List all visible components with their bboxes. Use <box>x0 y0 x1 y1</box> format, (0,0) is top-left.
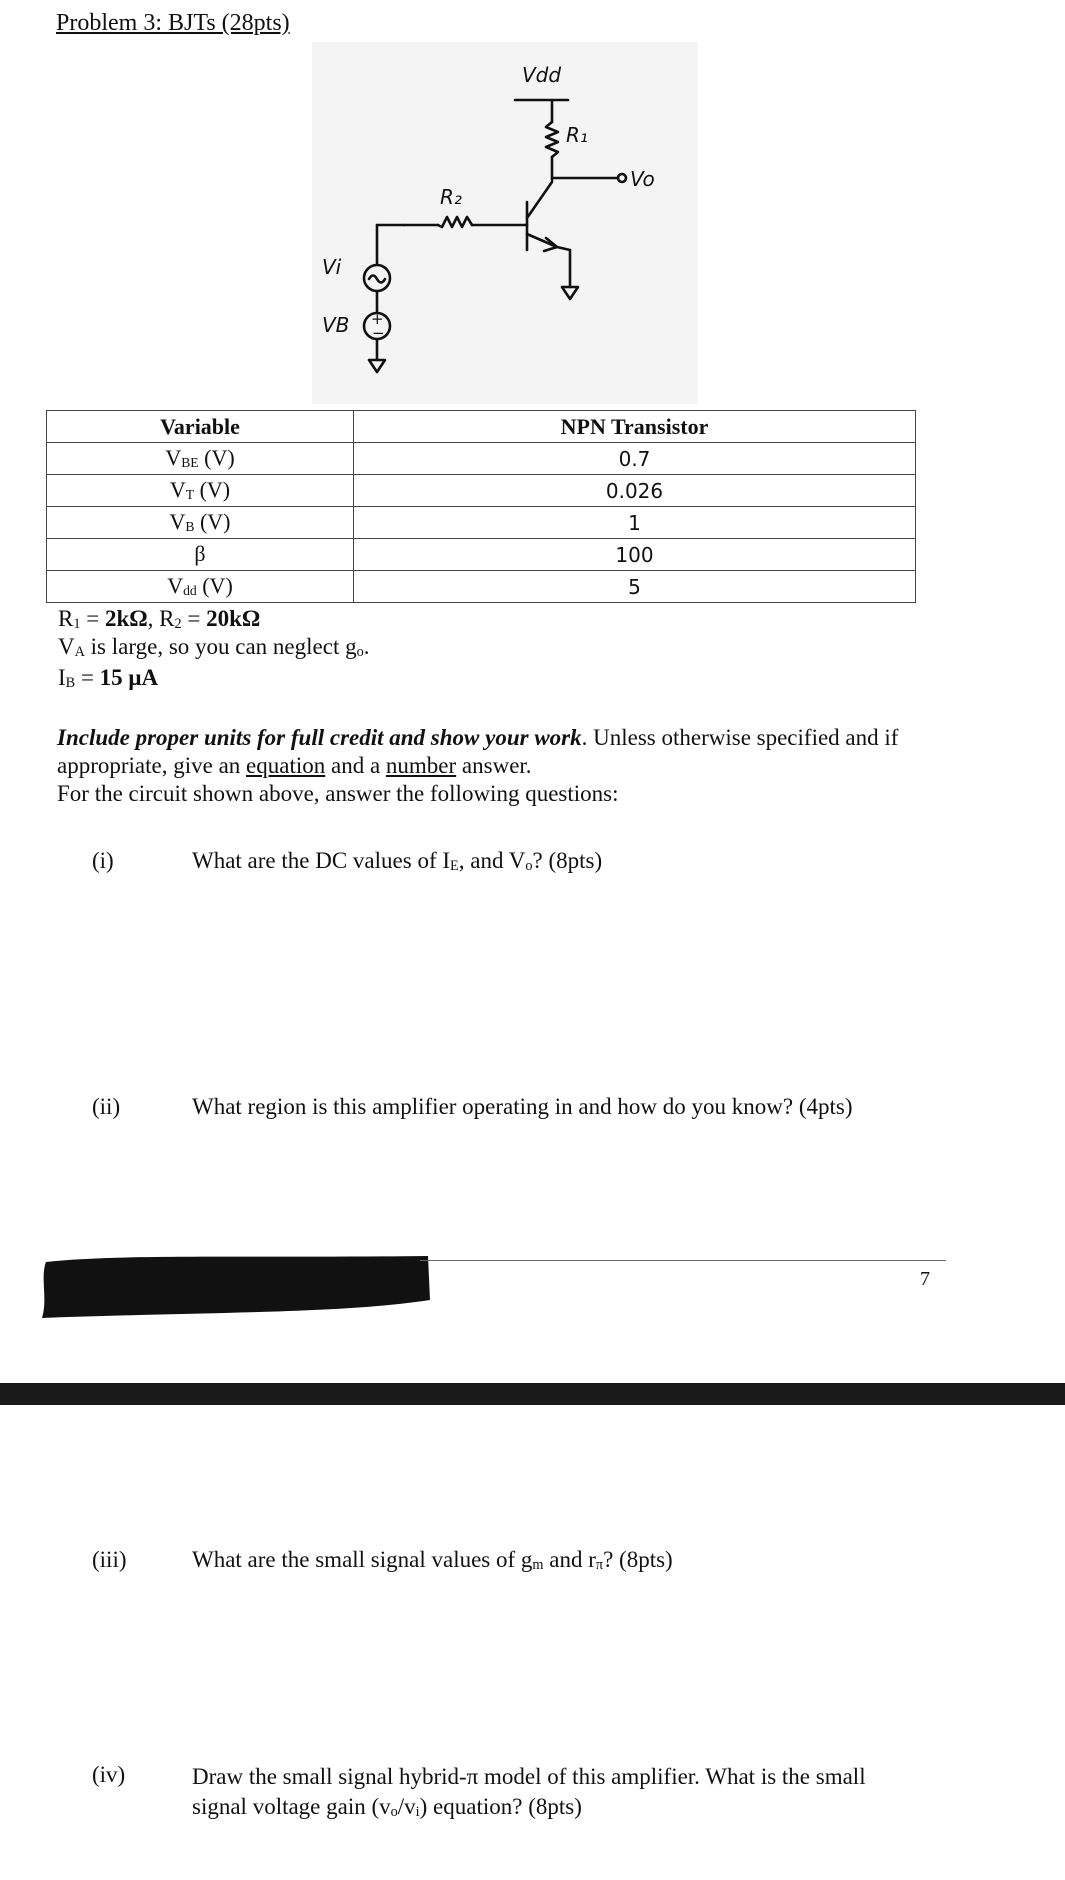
value-cell: 100 <box>354 539 916 571</box>
value-cell: 0.026 <box>354 475 916 507</box>
question-4-line1: Draw the small signal hybrid-π model of this amplifier. What is the small <box>192 1764 866 1789</box>
vdd-label: Vdd <box>522 63 562 87</box>
header-npn: NPN Transistor <box>354 411 916 443</box>
instructions-para: Include proper units for full credit and show your work. Unless otherwise specified and if appropriate, give an equation and a number answer. <box>57 725 899 778</box>
r2-resistor <box>438 217 472 227</box>
question-3-text: What are the small signal values of $g_m$ and $r_\pi$? (8pts) <box>192 1547 673 1574</box>
vb-ground <box>369 360 385 372</box>
value-cell: 5 <box>354 571 916 603</box>
question-1-text: What are the DC values of $I_E$, and $V_o$? (8pts) <box>192 848 603 875</box>
bjt-collector-leg <box>527 182 552 218</box>
vo-terminal <box>618 174 626 182</box>
r2-label: R₂ <box>440 185 462 209</box>
variable-cell: $V_T$ (V) <box>47 475 354 507</box>
emitter-wire <box>557 247 570 250</box>
instructions <box>57 724 947 808</box>
redaction-mark <box>38 1248 434 1320</box>
given-early-voltage: $V_A$ is large, so you can neglect $g_o$. <box>58 634 370 661</box>
instructions-line3: For the circuit shown above, answer the following questions: <box>57 781 619 806</box>
given-base-current: $I_B = 15$ μA <box>58 665 159 692</box>
vb-minus: − <box>372 324 385 342</box>
variable-cell: $V_{BE}$ (V) <box>47 443 354 475</box>
question-4-number: (iv) <box>92 1762 126 1787</box>
question-4-line2: signal voltage gain $(v_o/v_i)$ equation? (8pts) <box>192 1794 582 1821</box>
vo-label: Vo <box>630 167 655 191</box>
emitter-ground <box>562 287 578 299</box>
problem-title: Problem 3: BJTs (28pts) <box>56 10 290 36</box>
page-divider-bar <box>0 1383 1065 1405</box>
parameter-table <box>46 410 916 603</box>
footer-rule <box>420 1260 946 1261</box>
question-1-number: (i) <box>92 848 114 873</box>
value-cell: 1 <box>354 507 916 539</box>
table-row <box>47 539 916 571</box>
variable-cell: $V_B$ (V) <box>47 507 354 539</box>
value-cell: 0.7 <box>354 443 916 475</box>
r1-resistor <box>546 122 558 157</box>
question-2-number: (ii) <box>92 1094 121 1119</box>
table-row <box>47 475 916 507</box>
vi-tilde-icon <box>369 276 385 283</box>
r1-label: R₁ <box>566 123 588 147</box>
vi-label: Vi <box>322 255 342 279</box>
table-header-row <box>47 411 916 443</box>
table-row <box>47 443 916 475</box>
table-row <box>47 571 916 603</box>
variable-cell: β <box>47 539 354 571</box>
page-number: 7 <box>920 1268 930 1290</box>
question-4-text <box>192 1762 866 1827</box>
header-variable: Variable <box>47 411 354 443</box>
question-2-text: What region is this amplifier operating in and how do you know? (4pts) <box>192 1094 853 1119</box>
bjt-circuit-diagram <box>312 42 698 404</box>
table-row <box>47 507 916 539</box>
vb-plus: + <box>371 310 384 328</box>
question-3-number: (iii) <box>92 1547 127 1572</box>
given-resistors: $R_1 = 2k\Omega$, $R_2 = 20k\Omega$ <box>58 606 261 633</box>
vb-label: VB <box>322 313 350 337</box>
variable-cell: $V_{dd}$ (V) <box>47 571 354 603</box>
bjt-emitter-leg <box>527 234 557 247</box>
